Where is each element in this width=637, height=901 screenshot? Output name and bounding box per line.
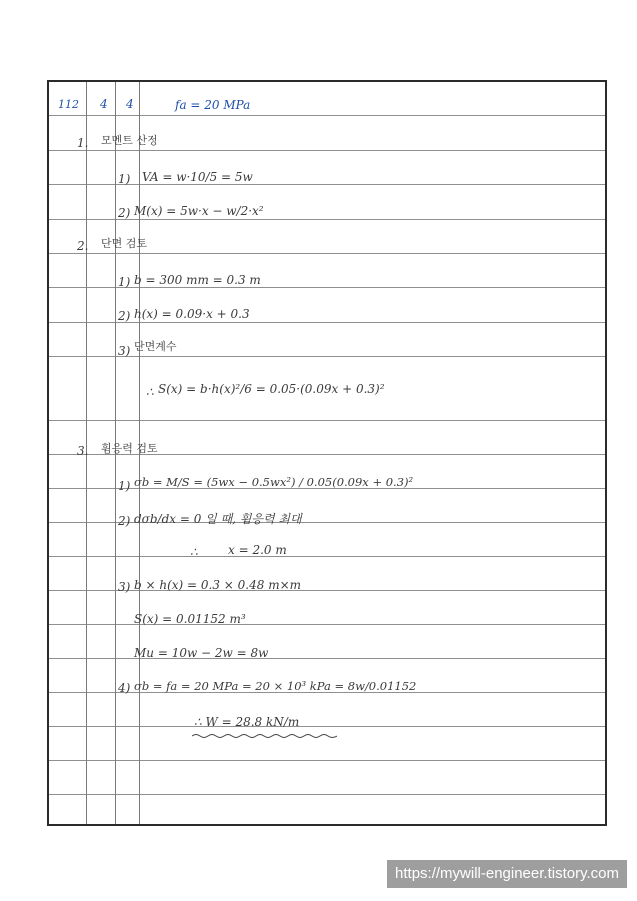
ruled-line [49,287,605,288]
equation-line: b = 300 mm = 0.3 m [134,273,261,287]
ruled-line [49,760,605,761]
therefore-symbol: ∴ [190,545,198,559]
ruled-line [49,253,605,254]
item-index: 1) [118,479,131,493]
equation-line: σb = M/S = (5wx − 0.5wx²) / 0.05(0.09x + 0.3)² [134,475,414,489]
equation-line: dσb/dx = 0 일 때, 휨응력 최대 [134,512,302,526]
equation-line: x = 2.0 m [228,543,287,557]
ruled-line [49,794,605,795]
final-answer: ∴ W = 28.8 kN/m [194,715,300,729]
section-number: 3. [77,444,89,458]
section-title: 모멘트 산정 [101,134,158,147]
site-watermark: https://mywill-engineer.tistory.com [387,860,627,888]
ruled-line [49,115,605,116]
ruled-line [49,150,605,151]
item-index: 4) [118,681,131,695]
equation-line: M(x) = 5w·x − w/2·x² [134,204,264,218]
item-index: 1) [118,172,131,186]
equation-line: S(x) = 0.01152 m³ [134,612,246,626]
ruled-line [49,420,605,421]
problem-number: 112 [58,98,79,111]
item-index: 3) [118,344,131,358]
item-index: 3) [118,580,131,594]
section-title: 휨응력 검토 [101,442,158,455]
header-col-b: 4 [126,97,134,111]
therefore-symbol: ∴ [146,385,154,399]
equation-line: S(x) = b·h(x)²/6 = 0.05·(0.09x + 0.3)² [158,382,385,396]
section-title: 단면 검토 [101,237,148,250]
ruled-line [49,219,605,220]
ruled-line [49,556,605,557]
equation-line: h(x) = 0.09·x + 0.3 [134,307,250,321]
item-index: 2) [118,514,131,528]
ruled-line [49,658,605,659]
section-number: 1. [77,136,89,150]
ruled-line [49,726,605,727]
item-index: 1) [118,275,131,289]
answer-underline [192,733,337,739]
section-number: 2. [77,239,89,253]
ruled-line [49,624,605,625]
ruled-line [49,590,605,591]
given-stress: fa = 20 MPa [175,98,251,112]
header-col-a: 4 [100,97,108,111]
equation-line: b × h(x) = 0.3 × 0.48 m×m [134,578,302,592]
item-index: 2) [118,206,131,220]
item-index: 2) [118,309,131,323]
ruled-line [49,522,605,523]
ruled-line [49,356,605,357]
ruled-line [49,184,605,185]
ruled-line [49,322,605,323]
subsection-title: 단면계수 [134,340,177,353]
equation-line: Mu = 10w − 2w = 8w [134,646,269,660]
equation-line: σb = fa = 20 MPa = 20 × 10³ kPa = 8w/0.01152 [134,679,417,693]
equation-line: VA = w·10/5 = 5w [142,170,253,184]
